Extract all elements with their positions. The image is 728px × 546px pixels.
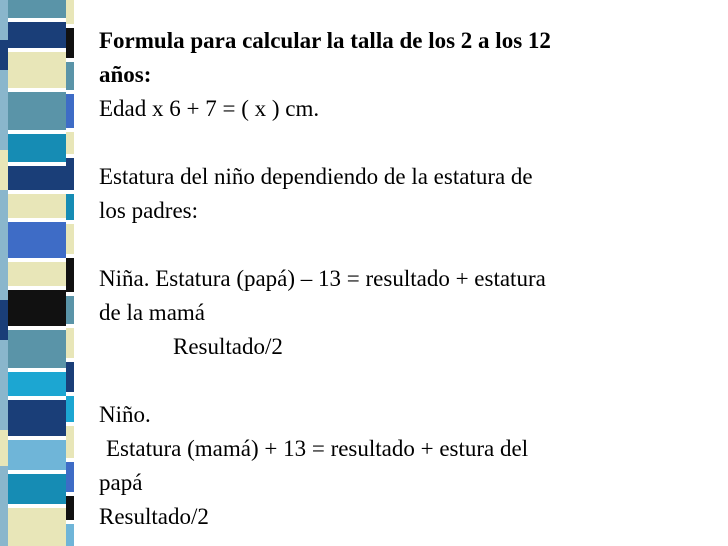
- boy-result: Resultado/2: [99, 504, 209, 529]
- boy-formula-line-2: papá: [99, 470, 143, 495]
- boy-label: Niño.: [99, 402, 151, 427]
- boy-formula-line-1: Estatura (mamá) + 13 = resultado + estura del: [106, 436, 529, 461]
- title-line-2: años:: [99, 62, 152, 87]
- spacer: [99, 126, 699, 160]
- age-formula: Edad x 6 + 7 = ( x ) cm.: [99, 96, 320, 121]
- parents-heading-line-2: los padres:: [99, 198, 199, 223]
- girl-formula-line-1: Niña. Estatura (papá) – 13 = resultado + estatura: [99, 266, 546, 291]
- title-line-1: Formula para calcular la talla de los 2 a los 12: [99, 28, 551, 53]
- girl-result: Resultado/2: [173, 334, 283, 359]
- girl-formula-line-2: de la mamá: [99, 300, 206, 325]
- spacer: [99, 228, 699, 262]
- decorative-side-strip: [0, 0, 80, 546]
- slide-body: [99, 24, 699, 534]
- parents-heading-line-1: Estatura del niño dependiendo de la estatura de: [99, 164, 533, 189]
- spacer: [99, 364, 699, 398]
